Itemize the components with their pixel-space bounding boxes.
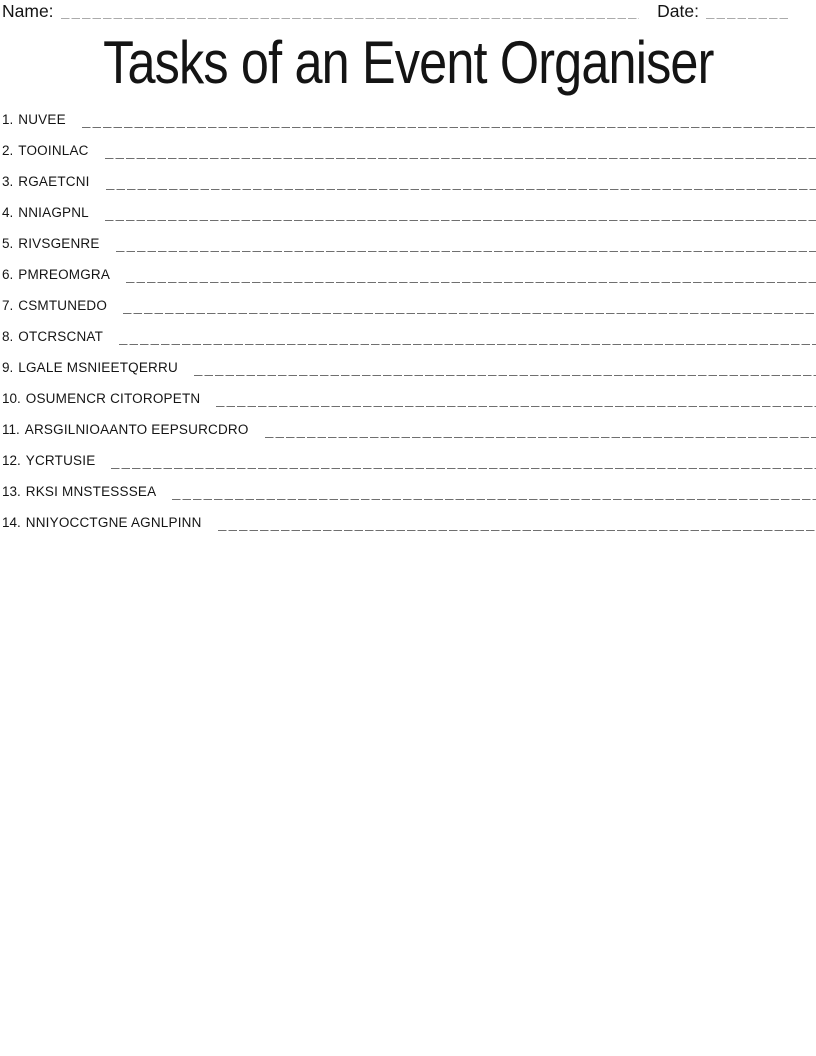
scramble-item xyxy=(0,224,816,255)
scramble-item xyxy=(0,379,816,410)
scrambled-word: OSUMENCR CITOROPETN xyxy=(25,391,201,406)
scramble-item xyxy=(0,100,816,131)
answer-blank-line xyxy=(105,147,816,159)
item-number: 3. xyxy=(2,174,14,189)
scramble-item xyxy=(0,317,816,348)
item-number: 8. xyxy=(2,329,14,344)
answer-blank-line xyxy=(116,240,816,252)
scramble-list xyxy=(0,100,816,534)
answer-blank-line xyxy=(105,209,816,221)
scramble-item xyxy=(0,193,816,224)
scramble-item xyxy=(0,131,816,162)
page-title-text: Tasks of an Event Organiser xyxy=(102,29,714,96)
scrambled-word: YCRTUSIE xyxy=(25,453,96,468)
scrambled-word: PMREOMGRA xyxy=(18,267,111,282)
scrambled-word: CSMTUNEDO xyxy=(18,298,108,313)
answer-blank-line xyxy=(265,426,816,438)
item-number: 12. xyxy=(2,453,21,468)
answer-blank-line xyxy=(194,364,816,376)
answer-blank-line xyxy=(82,116,816,128)
scramble-item xyxy=(0,441,816,472)
name-label: Name: xyxy=(2,1,54,21)
scrambled-word: LGALE MSNIEETQERRU xyxy=(18,360,178,375)
scramble-item xyxy=(0,410,816,441)
scramble-item xyxy=(0,255,816,286)
item-number: 1. xyxy=(2,112,14,127)
header xyxy=(0,0,816,22)
item-number: 5. xyxy=(2,236,14,251)
answer-blank-line xyxy=(106,178,816,190)
date-blank-line xyxy=(706,7,790,19)
answer-blank-line xyxy=(126,271,816,283)
page-title xyxy=(0,31,816,94)
answer-blank-line xyxy=(216,395,816,407)
scrambled-word: NNIYOCCTGNE AGNLPINN xyxy=(25,515,202,530)
answer-blank-line xyxy=(111,457,816,469)
scrambled-word: RGAETCNI xyxy=(18,174,90,189)
item-number: 10. xyxy=(2,391,21,406)
answer-blank-line xyxy=(218,519,816,531)
answer-blank-line xyxy=(172,488,816,500)
answer-blank-line xyxy=(123,302,816,314)
scramble-item xyxy=(0,503,816,534)
date-label: Date: xyxy=(657,1,699,21)
scramble-item xyxy=(0,472,816,503)
item-number: 9. xyxy=(2,360,14,375)
scramble-item xyxy=(0,286,816,317)
item-number: 14. xyxy=(2,515,21,530)
scrambled-word: NNIAGPNL xyxy=(18,205,89,220)
scramble-item xyxy=(0,348,816,379)
item-number: 7. xyxy=(2,298,14,313)
name-blank-line xyxy=(61,7,640,19)
item-number: 13. xyxy=(2,484,21,499)
scrambled-word: ARSGILNIOAANTO EEPSURCDRO xyxy=(24,422,249,437)
scrambled-word: RIVSGENRE xyxy=(18,236,100,251)
item-number: 6. xyxy=(2,267,14,282)
scrambled-word: RKSI MNSTESSSEA xyxy=(25,484,157,499)
item-number: 2. xyxy=(2,143,14,158)
item-number: 11. xyxy=(2,422,20,437)
scrambled-word: TOOINLAC xyxy=(18,143,89,158)
scramble-item xyxy=(0,162,816,193)
answer-blank-line xyxy=(119,333,816,345)
scrambled-word: OTCRSCNAT xyxy=(18,329,104,344)
scrambled-word: NUVEE xyxy=(18,112,66,127)
item-number: 4. xyxy=(2,205,14,220)
